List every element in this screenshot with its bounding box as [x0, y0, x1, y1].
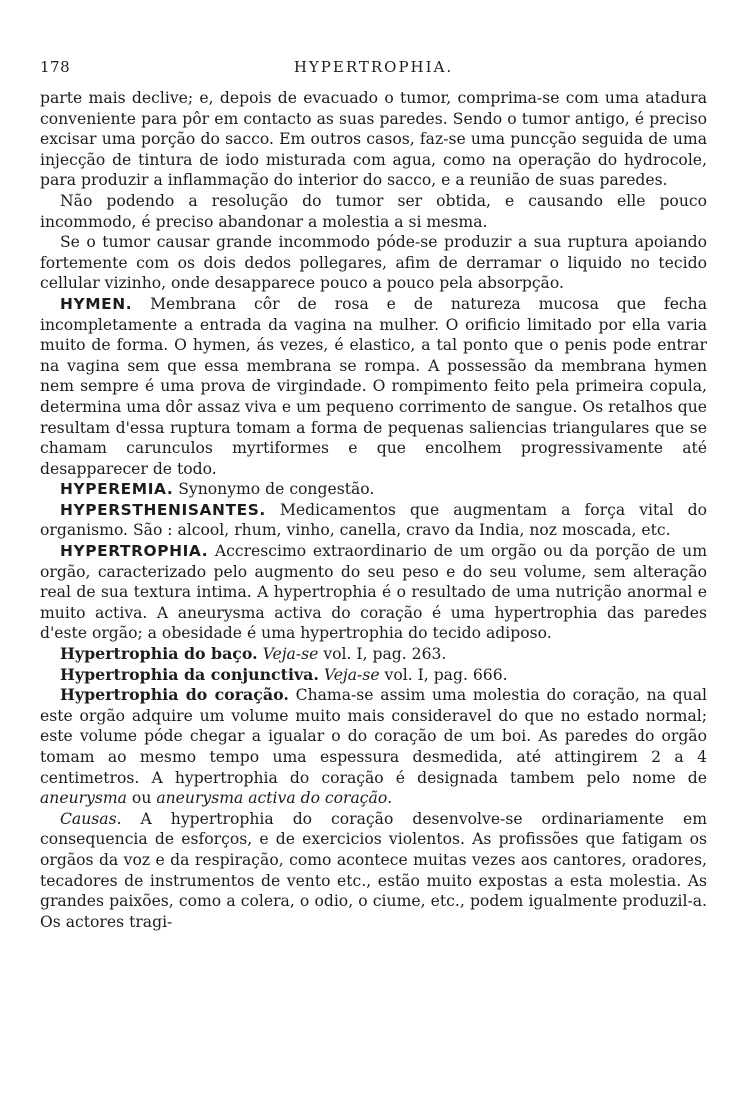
entry-text: Chama-se assim uma molestia do coração, na qual este orgão adquire um volume muito mais consideravel do que no estado normal; este volume póde chegar a igualar o do coração de um boi. As paredes do orgão tomam ao mesmo tempo uma espessura desmedida, até attingirem 2 a 4 centimetros. A hypertrophia do coração é designada tambem pelo nome de — [40, 686, 707, 787]
paragraph: Se o tumor causar grande incommodo póde-se produzir a sua ruptura apoiando fortemente com os dois dedos pollegares, afim de derramar o liquido no tecido cellular vizinho, onde desapparece pouco a pouco pela absorpção. — [40, 233, 707, 293]
entry-headword: HYPERSTHENISANTES. — [60, 500, 266, 519]
paragraph-causas — [40, 809, 707, 933]
page-header — [40, 58, 707, 88]
cross-reference-location: vol. I, pag. 263. — [318, 645, 447, 664]
cross-reference-veja: Veja-se — [323, 665, 380, 684]
paragraph: Não podendo a resolução do tumor ser obtida, e causando elle pouco incommodo, é preciso abandonar a molestia a si mesma. — [40, 191, 707, 231]
italic-term: aneurysma — [40, 789, 127, 808]
entry-text: A hypertrophia do coração desenvolve-se ordinariamente em consequencia de esforços, e de exercicios violentos. As profissões que fatigam os orgãos da voz e da respiração, como acontece muitas vezes aos cantores, oradores, tecadores de instrumentos de vento etc., estão muito expostas a esta molestia. As grandes paixões, como a colera, o odio, o ciume, etc., podem igualmente produzil-a. Os actores tragi- — [40, 809, 707, 931]
entry-text: . — [387, 789, 393, 808]
cross-reference-location: vol. I, pag. 666. — [379, 665, 508, 684]
entry-text: ou — [126, 789, 157, 808]
entry-hypertrophia — [40, 541, 707, 644]
paragraph-continued: parte mais declive; e, depois de evacuado o tumor, comprima-se com uma atadura conveniente para pôr em contacto as suas paredes. Sendo o tumor antigo, é preciso excisar uma porção do sacco. Em outros casos, faz-se uma puncção seguida de uma injecção de tintura de iodo misturada com agua, como na operação do hydrocole, para produzir a inflammação do interior do sacco, e a reunião de suas paredes. — [40, 89, 707, 190]
italic-term: aneurysma activa do coração — [156, 789, 388, 808]
running-title: HYPERTROPHIA. — [293, 58, 454, 76]
subentry-headword: Hypertrophia da conjunctiva. — [60, 664, 319, 684]
entry-headword: HYPERTROPHIA. — [60, 542, 209, 561]
cross-reference-veja: Veja-se — [262, 645, 319, 664]
entry-text: Synonymo de congestão. — [173, 480, 375, 499]
subentry-headword: Hypertrophia do coração. — [60, 685, 289, 705]
entry-headword: HYMEN. — [60, 294, 133, 313]
page-body — [40, 88, 707, 932]
entry-hypersthenisantes — [40, 500, 707, 541]
causas-label: Causas. — [60, 809, 122, 828]
subentry-baco — [40, 644, 707, 665]
entry-headword: HYPEREMIA. — [60, 480, 174, 499]
entry-hyperemia — [40, 479, 707, 500]
subentry-headword: Hypertrophia do baço. — [60, 644, 258, 664]
subentry-coracao — [40, 685, 707, 809]
entry-text: Medicamentos que augmentam a força vital do organismo. São : alcool, rhum, vinho, canella, cravo da India, noz moscada, etc. — [40, 500, 707, 540]
subentry-conjunctiva — [40, 665, 707, 686]
entry-hymen — [40, 294, 707, 479]
entry-text: Accrescimo extraordinario de um orgão ou da porção de um orgão, caracterizado pelo augmento do seu peso e do seu volume, sem alteração real de sua textura intima. A hypertrophia é o resultado de uma nutrição anormal e muito activa. A aneurysma activa do coração é uma hypertrophia das paredes d'este orgão; a obesidade é uma hypertrophia do tecido adiposo. — [40, 542, 707, 643]
page-number: 178 — [40, 58, 71, 76]
entry-text: Membrana côr de rosa e de natureza mucosa que fecha incompletamente a entrada da vagina na mulher. O orificio limitado por ella varia muito de forma. O hymen, ás vezes, é elastico, a tal ponto que o penis pode entrar na vagina sem que essa membrana se rompa. A possessão da membrana hymen nem sempre é uma prova de virgindade. O rompimento feito pela primeira copula, determina uma dôr assaz viva e um pequeno corrimento de sangue. Os retalhos que resultam d'essa ruptura tomam a forma de pequenas saliencias triangulares que se chamam carunculos myrtiformes e que encolhem progressivamente até desapparecer de todo. — [40, 294, 707, 478]
